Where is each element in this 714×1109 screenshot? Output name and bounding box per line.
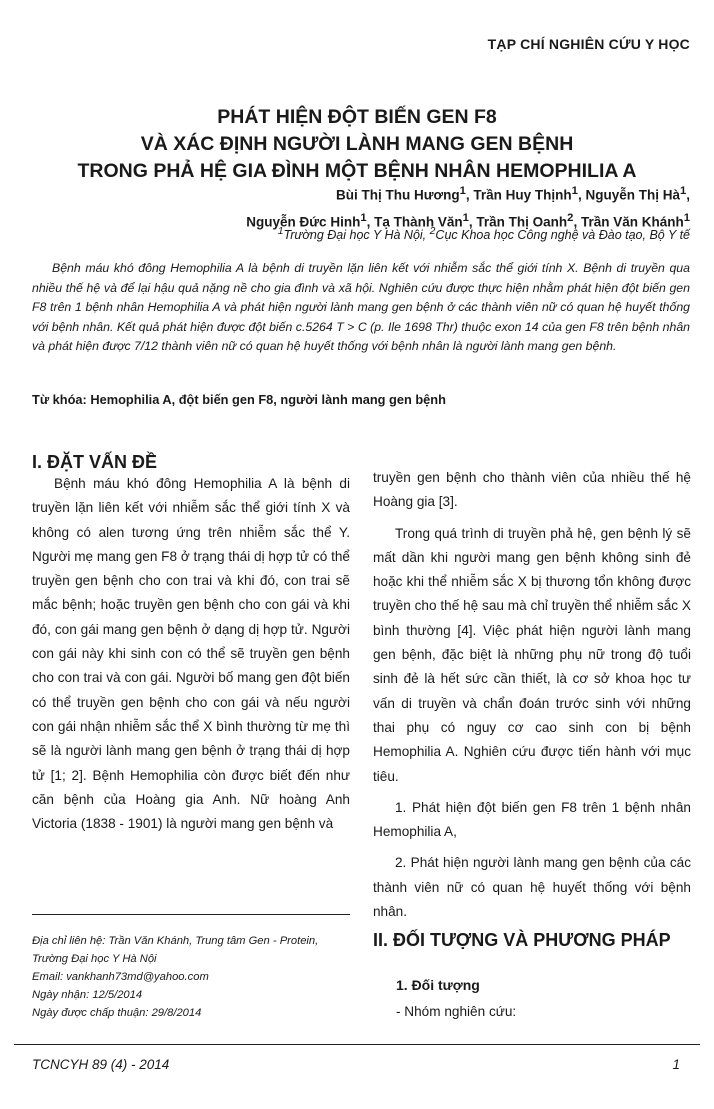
- author-sup: 1: [459, 185, 466, 197]
- footer-divider: [14, 1044, 700, 1045]
- author-sup: 2: [567, 211, 574, 224]
- subsection-heading: 1. Đối tượng: [396, 977, 480, 993]
- left-column: [32, 472, 350, 843]
- footnote-line: Ngày được chấp thuận: 29/8/2014: [32, 1007, 202, 1019]
- title-line: VÀ XÁC ĐỊNH NGƯỜI LÀNH MANG GEN BỆNH: [140, 133, 574, 155]
- footnote: [32, 932, 318, 1022]
- author-sup: 1: [360, 211, 367, 224]
- paragraph: truyền gen bệnh cho thành viên của nhiều thế hệ Hoàng gia [3].: [373, 470, 691, 510]
- sep: ,: [573, 214, 581, 229]
- author: Nguyễn Đức Hinh: [246, 214, 361, 229]
- author-sup: 1: [679, 185, 687, 197]
- paragraph: 2. Phát hiện người lành mang gen bệnh của các thành viên nữ có quan hệ huyết thống với bệnh nhân.: [373, 855, 691, 920]
- author-sup: 1: [683, 211, 690, 224]
- sep: ,: [686, 187, 690, 203]
- affiliations: [278, 226, 690, 242]
- footnote-line: Ngày nhận: 12/5/2014: [32, 989, 143, 1001]
- section-heading: I. ĐẶT VẤN ĐỀ: [32, 452, 158, 472]
- footnote-line: Địa chỉ liên hệ: Trần Văn Khánh, Trung tâm Gen - Protein,: [32, 935, 319, 947]
- sep: ,: [577, 187, 586, 203]
- list-item: - Nhóm nghiên cứu:: [396, 1004, 517, 1019]
- author: Trần Huy Thịnh: [473, 187, 572, 203]
- affiliation: Trường Đại học Y Hà Nội,: [283, 228, 430, 243]
- paragraph: 1. Phát hiện đột biến gen F8 trên 1 bệnh nhân Hemophilia A,: [373, 799, 691, 840]
- affil-sup: 2: [429, 226, 436, 237]
- author: Bùi Thị Thu Hương: [336, 187, 460, 203]
- abstract: Bệnh máu khó đông Hemophilia A là bệnh di truyền lặn liên kết với nhiễm sắc thể giới tính X. Bệnh di truyền qua nhiều thế hệ và để lại hậu quả nặng nề cho gia đình và xã hội. Nghiên cứu được thực hiện nhằm phát hiện đột biến gen F8 trên 1 bệnh nhân Hemophilia A và phát hiện người lành mang gen bệnh ở các thành viên nữ có quan hệ huyết thống với bệnh nhân. Kết quả phát hiện được đột biến c.5264 T > C (p. Ile 1698 Thr) thuộc exon 14 của gen F8 trên bệnh nhân và phát hiện được 7/12 thành viên nữ có quan hệ huyết thống với bệnh nhân là người lành mang gen bệnh.: [32, 261, 690, 354]
- footnote-line: Email: vankhanh73md@yahoo.com: [32, 971, 209, 983]
- author: Trần Thị Oanh: [476, 214, 568, 229]
- footnote-divider: [32, 914, 350, 915]
- article-title: [0, 104, 714, 185]
- sep: ,: [465, 187, 474, 203]
- affiliation: Cục Khoa học Công nghệ và Đào tạo, Bộ Y tế: [435, 228, 690, 243]
- author: Trần Văn Khánh: [580, 214, 684, 229]
- author-sup: 1: [571, 185, 578, 197]
- section-heading: II. ĐỐI TƯỢNG VÀ PHƯƠNG PHÁP: [373, 930, 671, 950]
- affil-sup: 1: [277, 226, 284, 237]
- paragraph: Trong quá trình di truyền phả hệ, gen bệnh lý sẽ mất dần khi người mang gen bệnh không sinh đẻ hoặc khi thể nhiễm sắc X bị thương tổn không được truyền cho thế hệ sau mà chỉ truyền thể nhiễm sắc X bình thường [4]. Việc phát hiện người lành mang gen bệnh, đặc biệt là những phụ nữ trong độ tuổi sinh đẻ là hết sức cần thiết, là cơ sở khoa học tư vấn di truyền và chẩn đoán trước sinh với những thai phụ có nguy cơ cao sinh con bị bệnh Hemophilia A. Nghiên cứu được tiến hành với mục tiêu.: [373, 525, 691, 784]
- sep: ,: [468, 214, 477, 229]
- keywords-label: Từ khóa:: [32, 392, 87, 407]
- title-line: TRONG PHẢ HỆ GIA ĐÌNH MỘT BỆNH NHÂN HEMOPHILIA A: [77, 160, 637, 182]
- journal-name: TẠP CHÍ NGHIÊN CỨU Y HỌC: [487, 36, 690, 52]
- keywords: [32, 392, 446, 407]
- sep: ,: [366, 214, 375, 229]
- paragraph: Bệnh máu khó đông Hemophilia A là bệnh di truyền lặn liên kết với nhiễm sắc thể giới tính X và không có alen tương ứng trên nhiễm sắc thể Y. Người mẹ mang gen F8 ở trạng thái dị hợp tử có thể truyền gen bệnh cho con trai và khi đó, con trai sẽ mắc bệnh; hoặc truyền gen bệnh cho con gái và khi đó, con gái mang gen bệnh ở dạng dị hợp tử. Người con gái này khi sinh con có thể sẽ truyền gen bệnh cho con trai và con gái. Người bố mang gen đột biến có thể truyền gen bệnh cho con gái và nếu người con gái nhận nhiễm sắc thể X bình thường từ mẹ thì sẽ là người lành mang gen bệnh ở trạng thái dị hợp tử [1; 2]. Bệnh Hemophilia còn được biết đến như căn bệnh của Hoàng gia Anh. Nữ hoàng Anh Victoria (1838 - 1901) là người mang gen bệnh và: [32, 476, 350, 832]
- author: Tạ Thành Văn: [374, 214, 463, 229]
- keywords-value: Hemophilia A, đột biến gen F8, người lành mang gen bệnh: [86, 392, 446, 407]
- author-sup: 1: [462, 211, 469, 224]
- title-line: PHÁT HIỆN ĐỘT BIẾN GEN F8: [217, 106, 497, 128]
- footnote-line: Trường Đại học Y Hà Nội: [32, 953, 157, 965]
- page-number: 1: [672, 1057, 680, 1072]
- author: Nguyễn Thị Hà: [585, 187, 680, 203]
- journal-citation: TCNCYH 89 (4) - 2014: [32, 1057, 170, 1072]
- right-column: [373, 466, 691, 931]
